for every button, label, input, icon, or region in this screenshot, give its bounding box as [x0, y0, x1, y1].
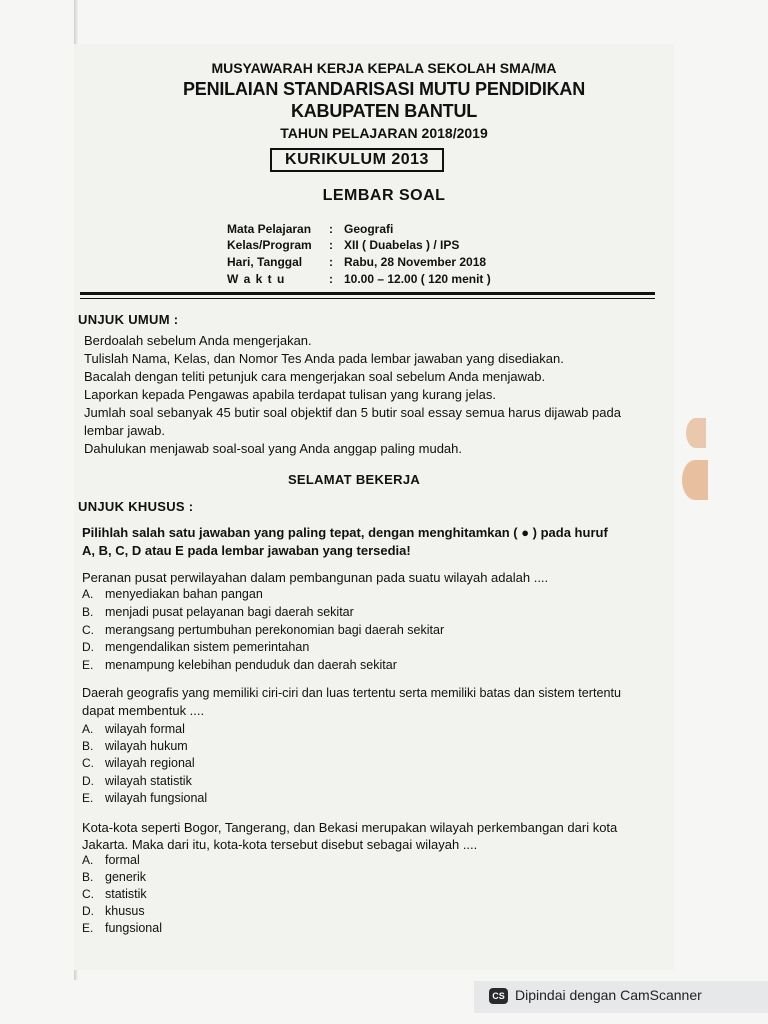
meta-row [0, 255, 768, 269]
meta-colon: : [329, 255, 333, 269]
option-letter: D. [82, 904, 94, 918]
specific-instruction-line: A, B, C, D atau E pada lembar jawaban yang tersedia! [82, 543, 411, 558]
specific-instruction-line: Pilihlah salah satu jawaban yang paling tepat, dengan menghitamkan ( ● ) pada huruf [82, 525, 608, 540]
option-text: wilayah fungsional [105, 791, 208, 805]
meta-colon: : [329, 238, 333, 252]
divider-thick [80, 292, 655, 295]
option-letter: A. [82, 587, 94, 601]
scanner-watermark-text: Dipindai dengan CamScanner [515, 987, 702, 1003]
question-stem: dapat membentuk .... [82, 703, 205, 718]
header-region: KABUPATEN BANTUL [290, 101, 478, 121]
option-text: fungsional [105, 921, 162, 935]
option-text: mengendalikan sistem pemerintahan [105, 640, 310, 654]
option-letter: C. [82, 887, 94, 901]
meta-label: Hari, Tanggal [227, 255, 303, 269]
instruction-line: Tulislah Nama, Kelas, dan Nomor Tes Anda pada lembar jawaban yang disediakan. [84, 351, 564, 366]
option-text: khusus [105, 904, 145, 918]
meta-colon: : [329, 222, 333, 236]
option-letter: A. [82, 853, 94, 867]
option-letter: A. [82, 722, 94, 736]
instruction-line: lembar jawab. [84, 423, 165, 438]
general-instructions-title: UNJUK UMUM : [78, 312, 179, 327]
good-luck-heading: SELAMAT BEKERJA [287, 472, 421, 487]
finger-shadow [686, 418, 706, 448]
instruction-line: Dahulukan menjawab soal-soal yang Anda anggap paling mudah. [84, 441, 462, 456]
question-stem: Daerah geografis yang memiliki ciri-ciri dan luas tertentu serta memiliki batas dan sistem tertentu [82, 686, 621, 700]
option-text: wilayah formal [105, 722, 185, 736]
option-letter: E. [82, 921, 94, 935]
option-letter: E. [82, 658, 94, 672]
meta-colon: : [329, 272, 333, 286]
sheet-title: LEMBAR SOAL [322, 187, 446, 204]
option-letter: E. [82, 791, 94, 805]
option-letter: D. [82, 640, 94, 654]
instruction-line: Berdoalah sebelum Anda mengerjakan. [84, 333, 312, 348]
meta-label: Mata Pelajaran [227, 222, 312, 236]
meta-value: XII ( Duabelas ) / IPS [344, 238, 460, 252]
header-assessment-title: PENILAIAN STANDARISASI MUTU PENDIDIKAN [182, 79, 586, 99]
question-stem: Peranan pusat perwilayahan dalam pembangunan pada suatu wilayah adalah .... [82, 570, 549, 585]
option-letter: B. [82, 605, 94, 619]
option-text: formal [105, 853, 140, 867]
meta-row [0, 272, 768, 286]
meta-value: 10.00 – 12.00 ( 120 menit ) [344, 272, 491, 286]
option-text: wilayah regional [105, 756, 195, 770]
option-letter: D. [82, 774, 94, 788]
camscanner-logo-icon: CS [489, 988, 508, 1004]
instruction-line: Bacalah dengan teliti petunjuk cara mengerjakan soal sebelum Anda menjawab. [84, 369, 546, 384]
header-organization: MUSYAWARAH KERJA KEPALA SEKOLAH SMA/MA [211, 60, 557, 76]
option-text: wilayah statistik [105, 774, 192, 788]
option-text: wilayah hukum [105, 739, 188, 753]
option-letter: B. [82, 739, 94, 753]
question-stem: Kota-kota seperti Bogor, Tangerang, dan Bekasi merupakan wilayah perkembangan dari kota [82, 820, 618, 835]
option-text: menjadi pusat pelayanan bagi daerah sekitar [105, 605, 354, 619]
header-school-year: TAHUN PELAJARAN 2018/2019 [280, 125, 488, 141]
instruction-line: Jumlah soal sebanyak 45 butir soal objektif dan 5 butir soal essay semua harus dijawab pada [84, 405, 621, 420]
instruction-line: Laporkan kepada Pengawas apabila terdapat tulisan yang kurang jelas. [84, 387, 496, 402]
option-letter: C. [82, 756, 94, 770]
meta-value: Geografi [344, 222, 394, 236]
option-text: generik [105, 870, 146, 884]
option-text: menyediakan bahan pangan [105, 587, 263, 601]
option-letter: B. [82, 870, 94, 884]
divider-thin [80, 298, 655, 299]
option-text: merangsang pertumbuhan perekonomian bagi daerah sekitar [105, 623, 445, 637]
option-text: menampung kelebihan penduduk dan daerah sekitar [105, 658, 397, 672]
specific-instructions-title: UNJUK KHUSUS : [78, 499, 194, 514]
meta-value: Rabu, 28 November 2018 [344, 255, 487, 269]
curriculum-box: KURIKULUM 2013 [270, 148, 444, 172]
option-text: statistik [105, 887, 147, 901]
meta-row [0, 238, 768, 252]
meta-row [0, 222, 768, 236]
option-letter: C. [82, 623, 94, 637]
meta-label: W a k t u [227, 272, 286, 286]
meta-label: Kelas/Program [227, 238, 312, 252]
question-stem: Jakarta. Maka dari itu, kota-kota tersebut disebut sebagai wilayah .... [82, 837, 478, 852]
